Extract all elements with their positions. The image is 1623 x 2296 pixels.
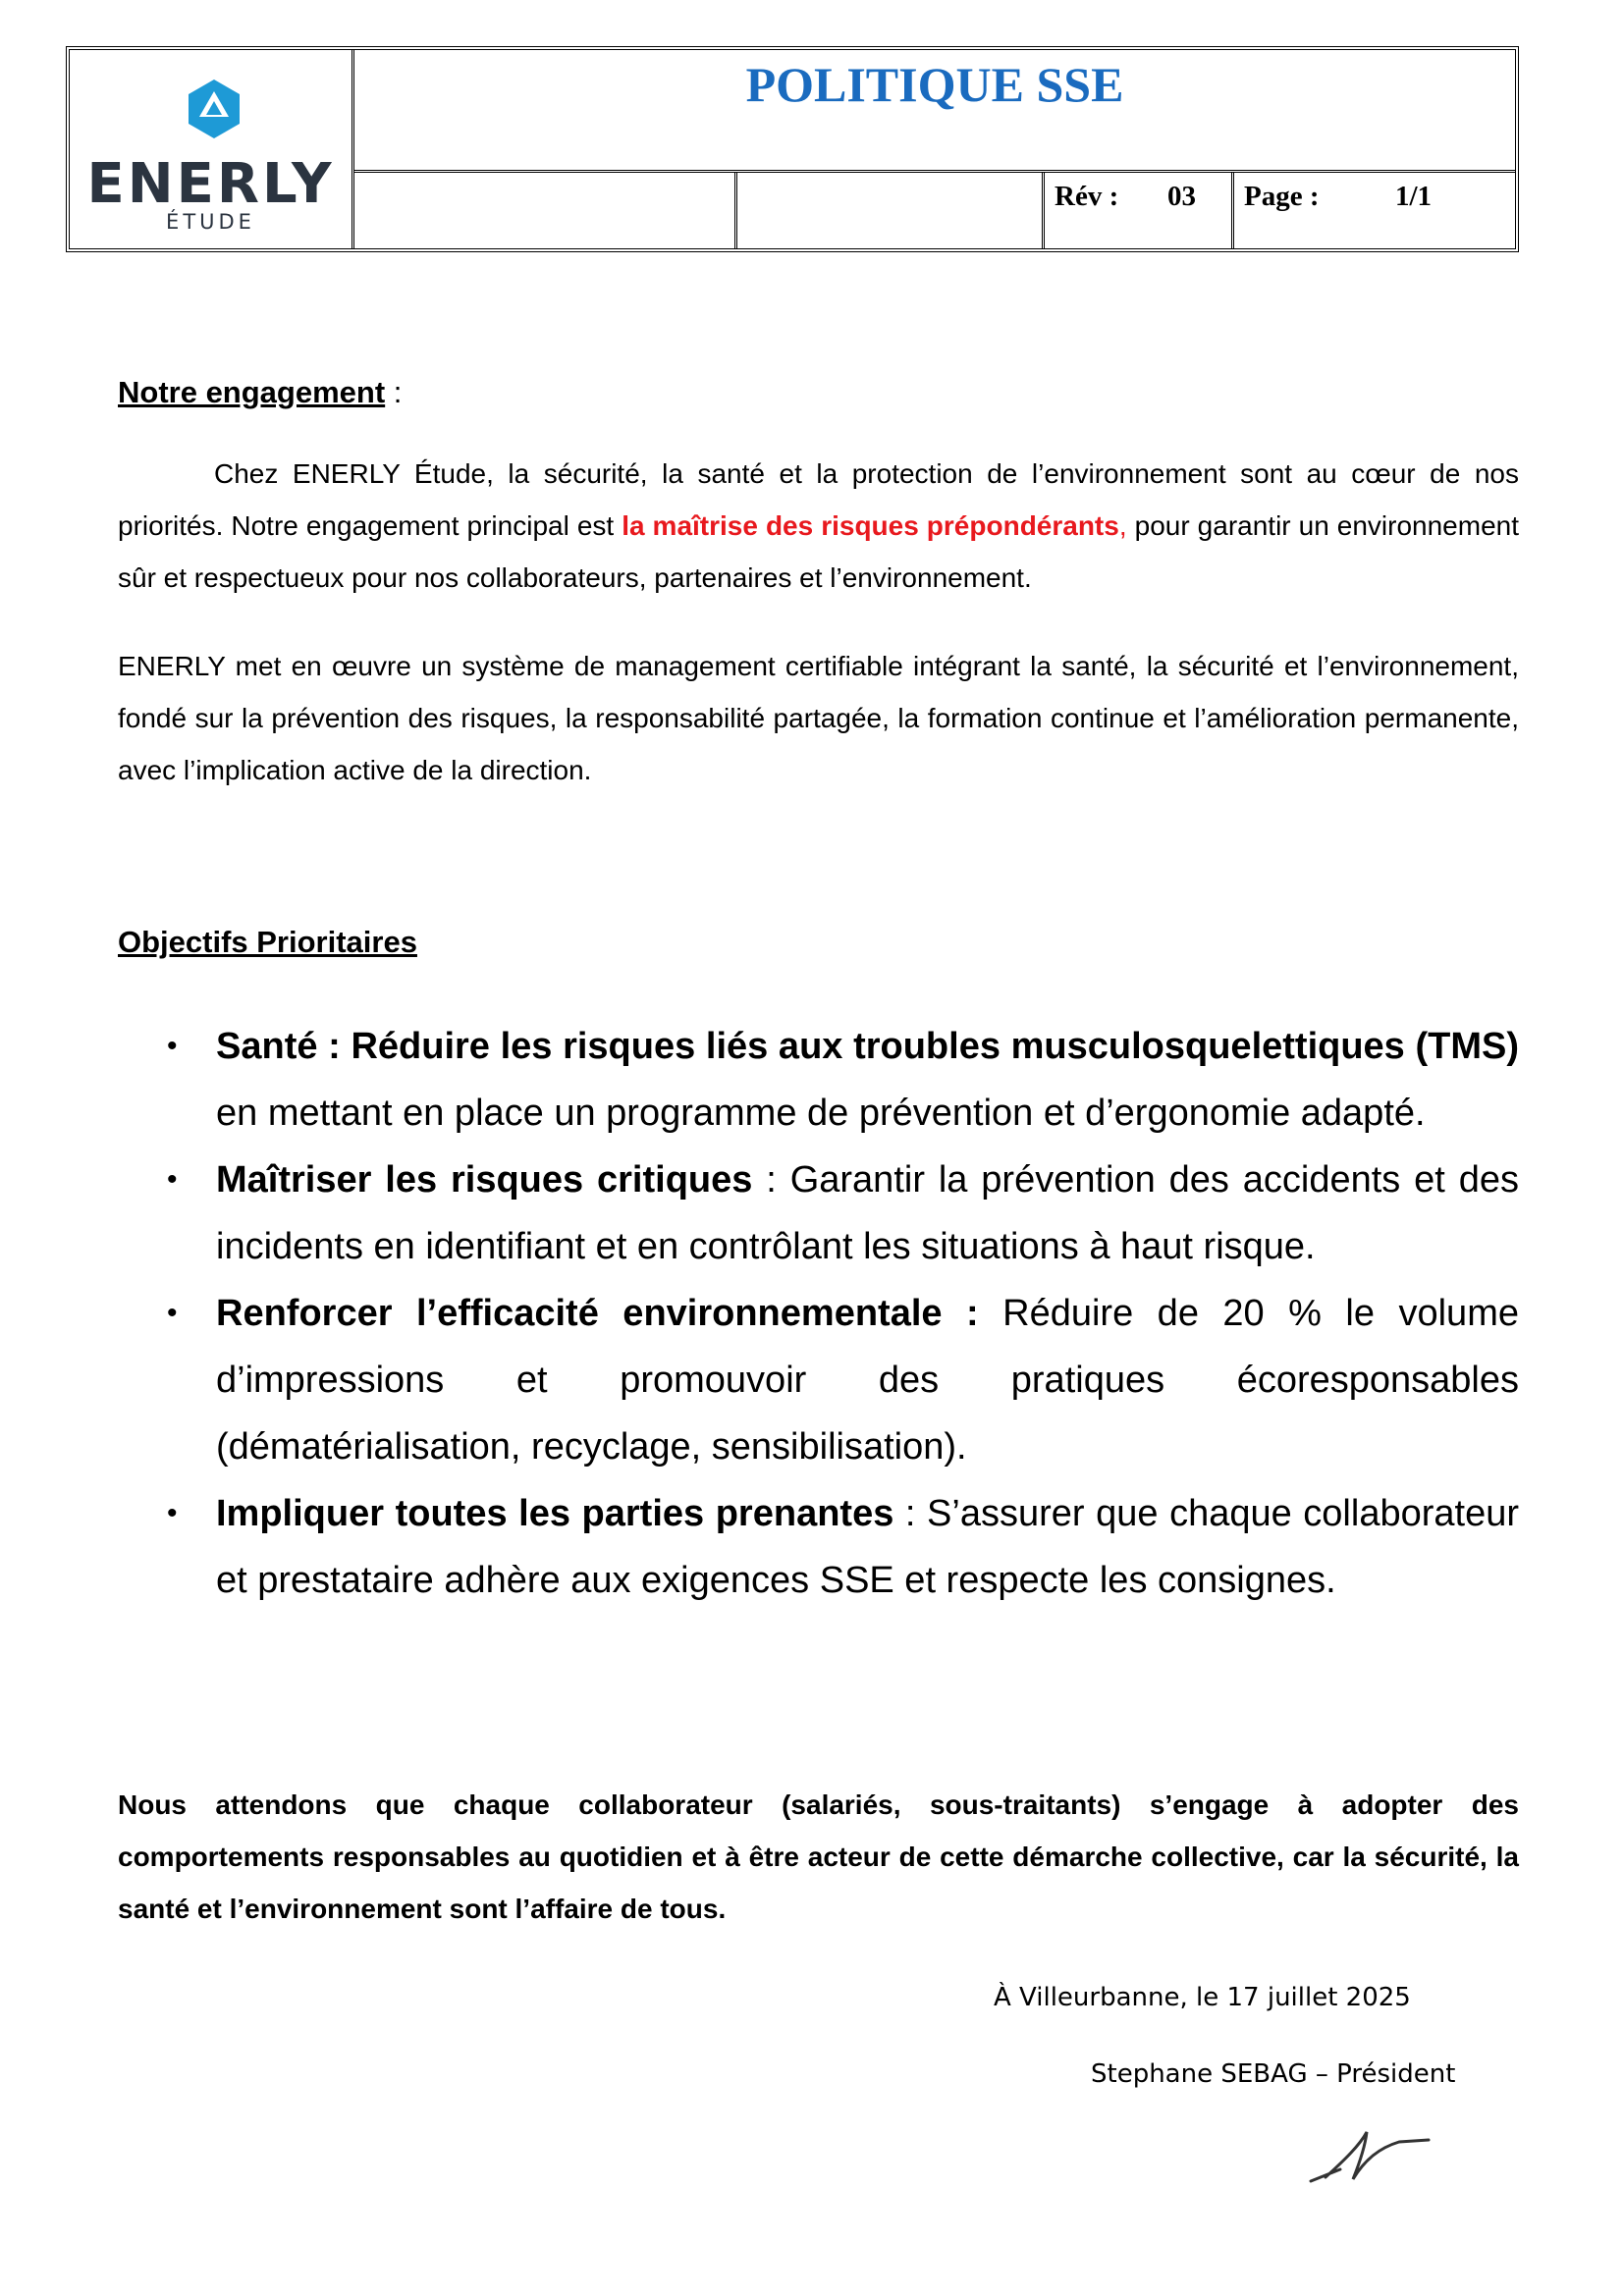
engagement-title-suffix: : [385,375,403,409]
document-title: POLITIQUE SSE [745,57,1124,112]
item-bold: Renforcer l’efficacité environnementale : [216,1293,979,1334]
list-item [118,1480,1519,1614]
page-cell [1234,173,1515,248]
bullet-icon: • [167,1297,178,1329]
engagement-heading [118,375,402,410]
list-item [118,1147,1519,1280]
item-bold: Maîtriser les risques critiques [216,1159,753,1201]
logo-cell [70,50,354,248]
logo-subtitle: ÉTUDE [166,210,255,234]
document-header [66,46,1519,252]
list-item [118,1013,1519,1147]
item-text: Réduire de 20 % le volume d’impressions et promouvoir des pratiques écoresponsables (dématérialisation, recyclage, sensibilisation). [216,1293,1519,1468]
item-text: : Garantir la prévention des accidents et des incidents en identifiant et en contrôlant les situations à haut risque. [216,1159,1519,1267]
header-info-row [354,173,1515,248]
highlight-comma: , [1118,510,1127,541]
text-run: pour garantir un environnement sûr et respectueux pour nos collaborateurs, partenaires et l’environnement. [118,510,1520,593]
revision-value: 03 [1167,181,1196,212]
page-value: 1/1 [1395,181,1433,212]
signature-image [1306,2120,1434,2189]
engagement-paragraph-2: ENERLY met en œuvre un système de management certifiable intégrant la santé, la sécurité et l’environnement, fondé sur la prévention des risques, la responsabilité partagée, la formation continue et l’amélioration permanente, avec l’implication active de la direction. [118,651,1519,785]
revision-cell [1045,173,1234,248]
revision-label: Rév : [1055,181,1119,212]
engagement-paragraph-1 [118,448,1519,604]
engagement-title: Notre engagement [118,375,386,409]
list-item [118,1280,1519,1480]
bullet-icon: • [167,1497,178,1529]
item-text: : S’assurer que chaque collaborateur et prestataire adhère aux exigences SSE et respecte les consignes. [216,1493,1519,1601]
title-cell [354,50,1515,173]
closing-statement: Nous attendons que chaque collaborateur (salariés, sous-traitants) s’engage à adopter des comportements responsables au quotidien et à être acteur de cette démarche collective, car la sécurité, la santé et l’environnement sont l’affaire de tous. [118,1789,1519,1924]
place-date: À Villeurbanne, le 17 juillet 2025 [994,1983,1411,2012]
highlight-text: la maîtrise des risques prépondérants [622,510,1119,541]
objectives-list [118,1013,1519,1614]
bullet-icon: • [167,1030,178,1062]
signer-name: Stephane SEBAG – Président [1091,2059,1456,2089]
header-empty-cell [737,173,1045,248]
item-text: en mettant en place un programme de prévention et d’ergonomie adapté. [216,1093,1426,1134]
enerly-logo-icon [183,78,245,140]
header-empty-cell [354,173,737,248]
logo-name: ENERLY [86,152,335,216]
bullet-icon: • [167,1163,178,1196]
page-label: Page : [1244,181,1320,212]
item-bold: Impliquer toutes les parties prenantes [216,1493,894,1534]
objectives-heading: Objectifs Prioritaires [118,925,417,959]
item-bold: Santé : Réduire les risques liés aux troubles musculosquelettiques (TMS) [216,1026,1519,1067]
text-run: Chez ENERLY Étude, la sécurité, la santé et la protection de l’environnement sont au cœur de nos priorités. Notre engagement principal est [118,458,1519,541]
